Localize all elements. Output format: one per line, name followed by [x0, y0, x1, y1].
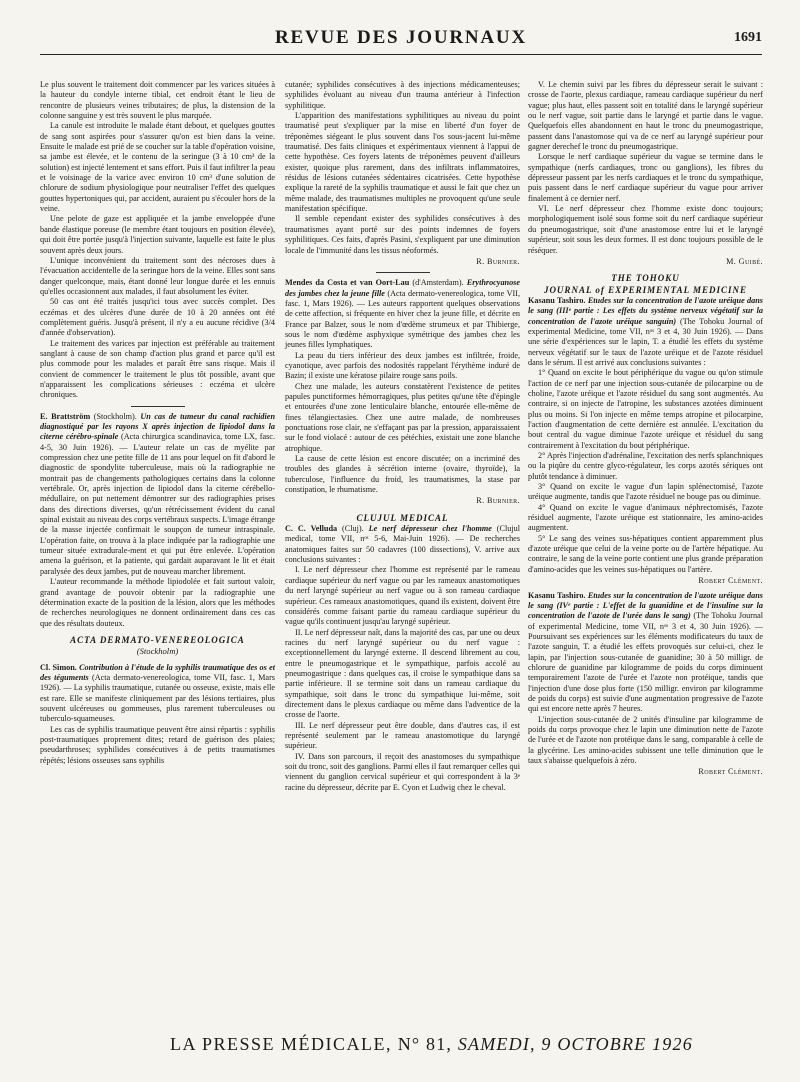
article-title: Contribution à l'étude de la syphilis traumatique des os et des téguments: [40, 662, 276, 682]
paragraph: V. Le chemin suivi par les fibres du dépresseur serait le suivant : crosse de l'aorte, plexus cardiaque, rameau cardiaque supérieur du nerf vague; plus haut, elles passent soit en totalité dans le laryngé supérieur ou le nerf vague, soit partie dans le laryngé et partie dans le vague. Quelquefois elles abandonnent en haut le tronc du pneumogastrique, passent dans l'anastomose qui va de ce nerf au laryngé supérieur pour gagner derechef le tronc du pneumogastrique.: [528, 80, 763, 152]
footer-date: SAMEDI, 9 OCTOBRE 1926: [457, 1034, 693, 1054]
article-body: Dans une série d'expériences sur le lapin, T. a étudié les effets du système nerveux végétatif sur le taux de l'azote uréique et de l'azote résiduel dans le sérum. Il est arrivé aux conclusions suivantes :: [528, 326, 763, 367]
paragraph: II. Le nerf dépresseur naît, dans la majorité des cas, par une ou deux racines du nerf laryngé supérieur ou du nerf vague : exceptionnellement du laryngé externe. Il descend librement au cou, entre le pneumogastrique et le sympathique, parfois accolé au pneumogastrique : dans quelques cas, il croise le sympathique dans sa partie inférieure. Il se termine soit dans un rameau cardiaque du sympathique, soit dans le tronc du sympathique lui-même, soit directement dans le plexus cardiaque ou même dans l'adventice de la crosse de l'aorte.: [285, 627, 520, 720]
article-entry: [285, 278, 520, 350]
page-title: REVUE DES JOURNAUX: [275, 27, 527, 48]
article-body: Poursuivant ses expériences sur les éléments modificateurs du taux de l'azote sanguin, T. a étudié les effets provoqués sur celui-ci, chez le lapin, par l'injection sous-cutanée de guanidine; 30 à 50 milligr. de chlorure de guanidine par kilogramme de poids du corps diminuent temporairement l'azote de l'urée et l'azote non protéique, tandis que l'injection d'une dose plus forte (150 milligr. environ par kilogramme de poids du corps) est suivie d'une augmentation progressive de l'azote qui est encore nette après 7 heures.: [528, 631, 763, 714]
paragraph: 50 cas ont été traités jusqu'ici tous avec succès complet. Des eczémas et des ulcères d'une durée de 10 à 20 années ont été complètement guéris. Jusqu'à présent, il n'y a eu aucune récidive (3/4 d'année d'observation).: [40, 297, 275, 338]
article-body: De recherches anatomiques faites sur 50 cadavres (100 dissections), V. arrive aux conclusions suivantes :: [285, 534, 521, 565]
paragraph: cutanée; syphilides consécutives à des injections médicamenteuses; syphilides évoluant au niveau d'un trauma antérieur à l'infection syphilitique.: [285, 80, 520, 110]
column-1: [40, 80, 275, 766]
article-place: (Cluj).: [337, 524, 369, 534]
paragraph: III. Le nerf dépresseur peut être double, dans d'autres cas, il est représenté seulement par le rameau anastomotique du laryngé supérieur.: [285, 720, 520, 751]
paragraph: Lorsque le nerf cardiaque supérieur du vague se termine dans le sympathique (nerfs cardiaques, tronc ou ganglions), les fibres du dépresseur passent par les nerfs cardiaques et le tronc du sympathique, puis passent dans le nerf cardiaque supérieur du vague pour arriver finalement à ce dernier nerf.: [528, 152, 763, 203]
paragraph: 4° Quand on excite le vague d'animaux néphrectomisés, l'azote résiduel augmente, l'azote uréique est stationnaire, les amino-acides augmentent.: [528, 502, 763, 533]
paragraph: L'unique inconvénient du traitement sont des nécroses dues à l'évacuation accidentelle de la seringue hors de la veine. Elles sont sans danger quelconque, mais, étant donné leur longue durée et les ennuis qu'elles occasionnent aux malades, il faut absolument les éviter.: [40, 255, 275, 296]
signature: Robert Clément.: [698, 767, 763, 777]
article-entry: [528, 296, 763, 368]
paragraph: IV. Dans son parcours, il reçoit des anastomoses du sympathique soit du tronc, soit des ganglions. Parmi elles il faut remarquer celles qui viennent du ganglion cervical supérieur et qui correspondent à la 3ᵉ racine du dépresseur, décrite par E. Cyon et Ludwig chez le cheval.: [285, 751, 520, 792]
divider: [131, 406, 185, 407]
journal-subheading: (Stockholm): [136, 646, 179, 657]
signature: M. Guibé.: [726, 256, 763, 266]
article-body: L'auteur relate un cas de myélite par compression chez une petite fille de 11 ans pour lequel on fit d'abord le diagnostic de spondylite tuberculeuse, mais où la radiographie ne montrait pas de changements pathologiques certains dans la colonne vertébrale. Or, après injection de lipiodol dans la citerne cérébello-médullaire, on put nettement démontrer sur des radiographies prises dans des directions diverses, qu'un rétrécissement évident du canal spinal existait au niveau des corps vertébraux suspects. L'image étrange de la masse injectée confirmait le soupçon de tumeur intraspinale. L'opération faite, on trouva à la place indiquée par la radiographie une tumeur située extradurale-ment et qui put être enlevée. L'opération amena la guérison, et la patiente, qui gardait auparavant le lit et était paralysée des deux jambes, put de nouveau marcher librement.: [40, 442, 275, 576]
journal-heading: ACTA DERMATO-VENEREOLOGICA: [70, 634, 245, 645]
article-title: Erythrocyanose des jambes chez la jeune fille: [285, 278, 520, 298]
article-entry: [40, 663, 275, 725]
article-reference: (The Tohoku Journal of experimental Medicine, tome VII, nᵒˢ 3 et 4, 30 Juin 1926). —: [528, 611, 763, 631]
article-author: Mendes da Costa et van Oort-Lau: [285, 278, 410, 288]
article-place: (d'Amsterdam).: [409, 278, 467, 288]
running-head: [40, 24, 762, 55]
article-body: La syphilis traumatique, cutanée ou osseuse, existe, mais elle est rare. Elle se manifeste cliniquement par des lésions tertiaires, plus souvent ulcéreuses ou gommeuses, plus rarement tuberculeuses ou tuberculo-squameuses.: [40, 683, 275, 724]
article-author: E. Brattström: [40, 411, 91, 421]
paragraph: VI. Le nerf dépresseur chez l'homme existe donc toujours; morphologiquement isolé sous forme soit du nerf cardiaque supérieur du pneumogastrique, soit d'une anastomose entre lui et le laryngé supérieur, soit sous les deux formes. Il est donc toujours possible de le réséquer.: [528, 204, 763, 255]
paragraph: Chez une malade, les auteurs constatèrent l'existence de petites papules punctiformes hémorragiques, plus petites qu'une tête d'épingle et entourées d'une zone lenticulaire blanche, entourée elle-même de fines télangiectasies. Chez une autre malade, de nombreuses ponctuations rose clair, ne s'effaçant pas par la pression, apparaissaient sur le fond violacé : autour de ces pétéchies, existait une zone blanche atrophique.: [285, 381, 520, 453]
article-title: Etudes sur la concentration de l'azote uréique dans le sang (IIIᵉ partie : Les effets du système nerveux végétatif sur la concentration de l'azote uréique sanguin): [528, 295, 763, 326]
journal-heading: JOURNAL of EXPERIMENTAL MEDICINE: [543, 284, 748, 295]
article-entry: [40, 412, 275, 578]
paragraph: La cause de cette lésion est encore discutée; on a incriminé des troubles des glandes à sécrétion interne (ovaire, thyroïde), la tuberculose, l'influence du froid, les traumatismes, la stase par constipation, le rhumatisme.: [285, 454, 520, 495]
paragraph: I. Le nerf dépresseur chez l'homme est représenté par le rameau cardiaque supérieur du nerf vague ou par les rameaux anastomotiques du nerf laryngé supérieur au nerf vague ou à son rameau cardiaque supérieur. Ces rameaux anastomotiques, quand ils existent, doivent être considérés comme faisant partie du rameau cardiaque supérieur du vague qu'ils continuent jusqu'au laryngé supérieur.: [285, 565, 520, 627]
article-reference: (Acta dermato-venereologica, tome VII, fasc. 1, Mars 1926). —: [285, 288, 520, 308]
paragraph: 1° Quand on excite le bout périphérique du vague ou qu'on stimule l'action de ce nerf par une injection sous-cutanée de pilocarpine ou de choline, l'azote uréique et l'azote résiduel du sang sont augmentés. Au contraire, si on injecte de l'atropine, les substances azotées diminuent plus ou moins. Si l'on injecte en même temps atropine et pilocarpine, l'action d'augmentation de cette dernière est annulée. L'excitation du bout central du vague diminue l'azote uréique et résiduel du sang contrairement à l'excitation du bout périphérique.: [528, 368, 763, 450]
article-title: Etudes sur la concentration de l'azote uréique dans le sang (IVᵉ partie : L'effet de la guanidine et de l'insuline sur la concentration de l'azote de l'urée dans le sang): [528, 590, 763, 621]
article-entry: [285, 524, 520, 565]
paragraph: Le plus souvent le traitement doit commencer par les varices situées à la hauteur du condyle interne tibial, cet endroit étant le lieu de rencontre de plusieurs veines tributaires; de plus, la distension de la colonne sanguine y est très souvent le plus marquée.: [40, 80, 275, 121]
paragraph: La peau du tiers inférieur des deux jambes est infiltrée, froide, cyanotique, avec parfois des nodosités rappelant l'érythème induré de Bazin; il existe une kératose pilaire rouge sans poils.: [285, 350, 520, 381]
journal-heading: THE TOHOKU: [611, 273, 680, 284]
column-2: [285, 80, 520, 793]
column-3: [528, 80, 763, 782]
article-reference: (Clujul medical, tome VII, nᵒˢ 5-6, Mai-Juin 1926). —: [285, 524, 520, 544]
page-footer: [170, 1034, 760, 1055]
article-reference: (Acta chirurgica scandinavica, tome LX, fasc. 4-5, 30 Juin 1926). —: [40, 432, 275, 452]
paragraph: La canule est introduite le malade étant debout, et quelques gouttes de sang sont aspirées pour s'assurer qu'on est bien dans la veine. Ensuite le malade est prié de se coucher sur la table d'opération voisine, sa jambe est élevée, et le contenu de la seringue (3 à 10 cm³ de la solution) est injecté lentement et sans effort. Puis il faut infiltrer la peau et le voisinage de la varice avec environ 10 cm³ d'une solution de chlorure de sodium physiologique pour neutraliser l'effet des quelques gouttes hypertoniques qui, par accident, auraient pu s'écouler hors de la veine.: [40, 121, 275, 214]
signature: R. Burnier.: [476, 256, 520, 266]
article-author: Cl. Simon.: [40, 662, 77, 672]
paragraph: 3° Quand on excite le vague d'un lapin splénectomisé, l'azote uréique augmente, tandis que l'azote résiduel ne bouge pas ou diminue.: [528, 482, 763, 502]
article-author: C. C. Velluda: [285, 524, 338, 534]
page-number: 1691: [734, 30, 762, 45]
article-body: Les auteurs rapportent quelques observations de cette affection, si fréquente en hiver chez la jeune fille, et décrite en France par Balzer, sous le nom d'œdème strumeux et par Thibierge, sous le nom d'œdème asphyxique symétrique des jambes chez les jeunes filles lymphatiques.: [285, 298, 520, 350]
paragraph: L'apparition des manifestations syphilitiques au niveau du point traumatisé peut s'expliquer par la mise en liberté d'un foyer de tréponèmes siégeant le plus souvent dans l'os sous-jacent lui-même traumatisé. Des faits cliniques et expérimentaux viennent à l'appui de cette hypothèse. Ces foyers latents de tréponèmes peuvent d'ailleurs exister, quoique plus rarement, dans des infiltrats inflammatoires, résidus de lésions cutanées sédentaires cicatrisées. Cette hypothèse explique la rareté de la syphilis traumatique et aussi le fait que chez un même malade, des traumatismes multiples ne provoquent qu'une seule manifestation spécifique.: [285, 111, 520, 214]
article-author: Kasanu Tashiro.: [528, 590, 586, 600]
paragraph: L'injection sous-cutanée de 2 unités d'insuline par kilogramme de poids du corps provoque chez le lapin une diminution nette de l'azote de l'urée et de l'azote non protéique dans le sang, comparable à celle de la glycérine. Les amino-acides subissent une telle diminution que le taux s'abaisse quelquefois à zéro.: [528, 714, 763, 765]
signature: R. Burnier.: [476, 496, 520, 506]
article-title: Le nerf dépresseur chez l'homme: [368, 524, 492, 534]
paragraph: Les cas de syphilis traumatique peuvent être ainsi répartis : syphilis post-traumatiques proprement dites; retard de guérison des plaies; pseudarthroses; syphilides consécutives à de petits traumatismes répétés; lésions osseuses sans syphilis: [40, 724, 275, 765]
divider: [376, 272, 430, 273]
paragraph: 5° Le sang des veines sus-hépatiques contient apparemment plus d'azote uréique que celui de la veine porte ou de l'artère hépatique. Au contraire, le sang de la veine porte contient une plus grande préparation d'amino-acides que les veines sus-hépatiques ou l'artère.: [528, 533, 763, 574]
footer-issue-number: N° 81,: [392, 1034, 458, 1054]
article-title: Un cas de tumeur du canal rachidien diagnostiqué par les rayons X après injection de lipiodol dans la citerne cérébro-spinale: [40, 411, 275, 442]
paragraph: Une pelote de gaze est appliquée et la jambe enveloppée d'une bande élastique poreuse (le membre étant toujours en position élevée), qui doit être portée jusqu'à l'injection suivante, laquelle est faite le plus souvent après deux jours.: [40, 214, 275, 255]
paragraph: 2° Après l'injection d'adrénaline, l'excitation des nerfs splanchniques ou la piqûre du centre glyco-régulateur, les corps azotés sériques ont plutôt tendance à diminuer.: [528, 451, 763, 481]
footer-journal-name: LA PRESSE MÉDICALE,: [170, 1034, 393, 1054]
paragraph: Le traitement des varices par injection est préférable au traitement sanglant à cause de son champ d'action plus grand et parce qu'il est plus commode pour les malades et paraît être sans risque. Mais il convient de commencer le traitement le plus tôt possible, avant que n'apparaissent les complications sérieuses : eczéma et ulcère chroniques.: [40, 338, 275, 400]
article-reference: (Acta dermato-venereologica, tome VII, fasc. 1, Mars 1926). —: [40, 672, 275, 693]
paragraph: L'auteur recommande la méthode lipiodolée et fait surtout valoir, grand avantage de pouvoir obtenir par la radiographie une détermination exacte de la position de la lésion, alors que les méthodes de recherches neurologiques ne donnent ordinairement dans ces cas que des résultats douteux.: [40, 577, 275, 628]
article-entry: [528, 591, 763, 715]
article-reference: (The Tohoku Journal of experimental Medicine, tome VII, nᵒˢ 3 et 4, 30 Juin 1926). —: [528, 316, 763, 336]
journal-heading: CLUJUL MEDICAL: [356, 512, 449, 523]
paragraph: Il semble cependant exister des syphilides consécutives à des traumatismes ayant porté sur des points indemnes de foyers syphilitiques. Ces faits, d'après Pasini, s'expliquent par une diminution locale de l'immunité dans les tissus néoformés.: [285, 214, 520, 255]
signature: Robert Clément.: [698, 576, 763, 586]
article-author: Kasanu Tashiro.: [528, 295, 586, 305]
article-place: (Stockholm).: [90, 411, 141, 421]
